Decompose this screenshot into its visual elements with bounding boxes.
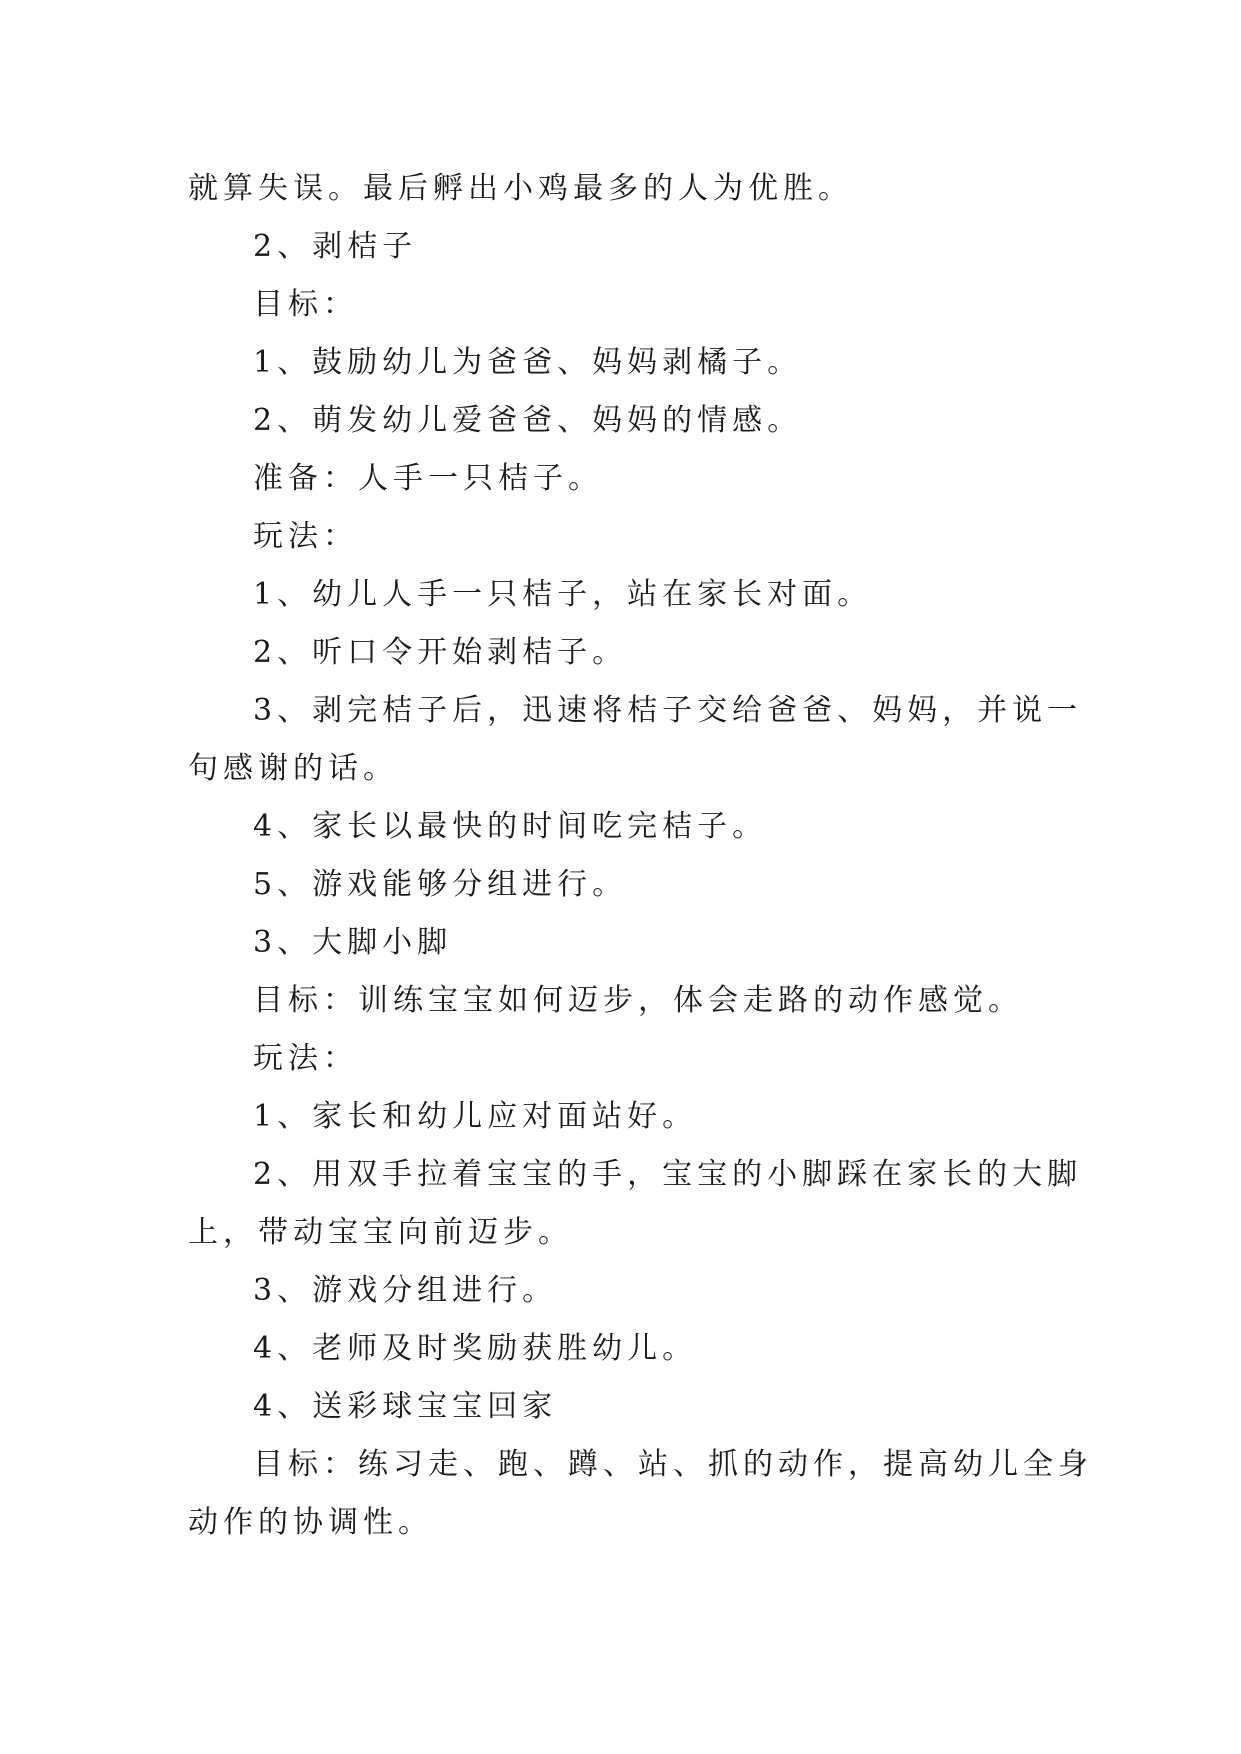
list-item: 3、游戏分组进行。: [253, 1273, 558, 1308]
list-item: 4、老师及时奖励获胜幼儿。: [253, 1331, 698, 1366]
list-item: 1、鼓励幼儿为爸爸、妈妈剥橘子。: [253, 345, 803, 380]
paragraph: 准备：人手一只桔子。: [253, 461, 603, 496]
section-heading: 3、大脚小脚: [253, 925, 453, 960]
list-item: 1、幼儿人手一只桔子，站在家长对面。: [253, 577, 873, 612]
paragraph: 就算失误。最后孵出小鸡最多的人为优胜。: [188, 171, 853, 206]
list-item: 1、家长和幼儿应对面站好。: [253, 1099, 698, 1134]
list-item: 2、用双手拉着宝宝的手，宝宝的小脚踩在家长的大脚: [253, 1157, 1083, 1192]
list-item: 3、剥完桔子后，迅速将桔子交给爸爸、妈妈，并说一: [253, 693, 1083, 728]
section-heading: 2、剥桔子: [253, 229, 418, 264]
paragraph-continuation: 句感谢的话。: [188, 751, 398, 786]
paragraph-continuation: 动作的协调性。: [188, 1505, 433, 1540]
paragraph: 玩法：: [253, 519, 358, 554]
list-item: 5、游戏能够分组进行。: [253, 867, 628, 902]
paragraph: 目标：训练宝宝如何迈步，体会走路的动作感觉。: [253, 983, 1023, 1018]
section-heading: 4、送彩球宝宝回家: [253, 1389, 558, 1424]
paragraph: 目标：: [253, 287, 358, 322]
paragraph-continuation: 上，带动宝宝向前迈步。: [188, 1215, 573, 1250]
paragraph: 玩法：: [253, 1041, 358, 1076]
list-item: 2、萌发幼儿爱爸爸、妈妈的情感。: [253, 403, 803, 438]
paragraph: 目标：练习走、跑、蹲、站、抓的动作，提高幼儿全身: [253, 1447, 1093, 1482]
list-item: 2、听口令开始剥桔子。: [253, 635, 628, 670]
list-item: 4、家长以最快的时间吃完桔子。: [253, 809, 768, 844]
document-body: [188, 160, 1093, 1552]
